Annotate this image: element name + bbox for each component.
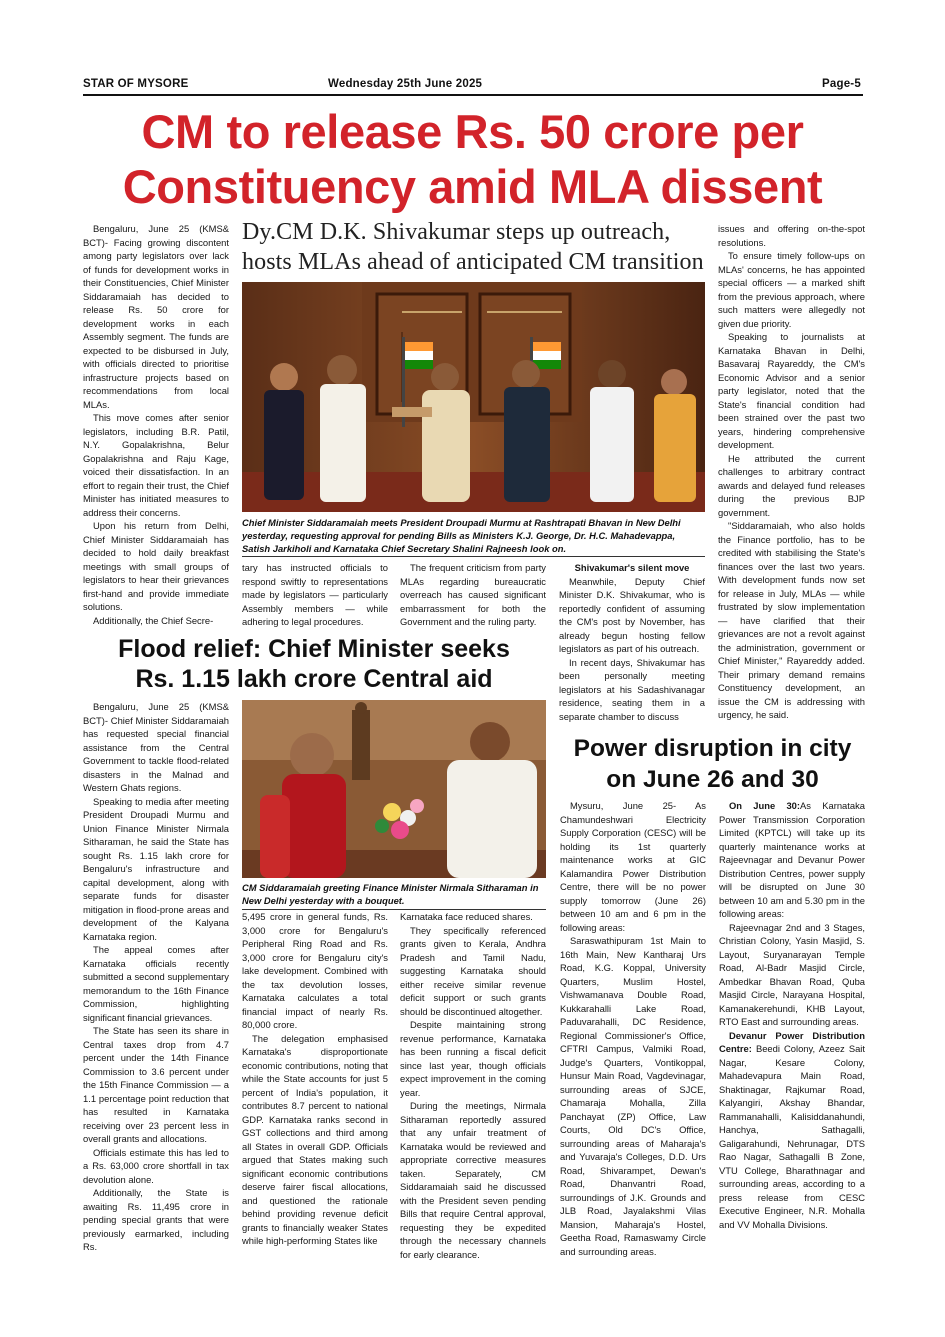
photo-illustration [242, 700, 546, 878]
paragraph: Rajeevnagar 2nd and 3 Stages, Christian Colony, Yasin Masjid, S. Layout, Suryanarayan Temple Road, Al-Badr Masjid Circle, Ambedkar Bhavan Road, Quba Masjid Circle, Narayana Hospital, Kamanakerehundi, KHB Layout, RTO East and surrounding areas. [719, 921, 865, 1027]
power-headline-line2: on June 26 and 30 [606, 766, 819, 793]
main-story-column-4 [559, 561, 705, 731]
paragraph [719, 1029, 865, 1232]
header-rule [83, 94, 863, 96]
paragraph: Additionally, the Chief Secre- [93, 614, 214, 626]
paragraph: Speaking to media after meeting President Droupadi Murmu and Union Finance Minister Nirmala Sitharaman, he said the State has sought Rs. 1.15 lakh crore for Bengaluru's infrastructure and capital development, along with separate funds for disaster mitigation in flood-prone areas and development of the Kalyana Karnataka region. [83, 795, 229, 942]
flood-story-column-3 [400, 910, 546, 1270]
paragraph: He attributed the current challenges to arbitrary contract awards and delayed fund releases during the previous BJP government. [718, 452, 865, 518]
masthead-page-number: Page-5 [822, 78, 861, 90]
main-story-column-2 [242, 561, 388, 633]
flood-headline-line1: Flood relief: Chief Minister seeks [118, 635, 510, 663]
paragraph-text: Beedi Colony, Azeez Sait Nagar, Kesare Colony, Mahadevapura Main Road, Shaktinagar, Rajkumar Road, Kalyangiri, Akshay Bhandar, Rammanahalli, Kalisiddanahundi, Hanchya, Sathagalli, Galigarahundi, Nehrunagar, DTS Rao Nagar, Sathagalli B Zone, VTU College, Bharathnagar and surrounding areas, according to a press release from CESC Executive Engineer, N.R. Mohalla and VV Mohalla Divisions. [719, 1043, 865, 1230]
flood-story-column-1 [83, 700, 229, 1270]
flood-story-column-2 [242, 910, 388, 1270]
main-story-column-1 [83, 222, 229, 630]
president-meeting-photo [242, 282, 705, 512]
paragraph [719, 799, 865, 921]
paragraph: This move comes after senior legislators, including B.R. Patil, N.Y. Gopalakrishna, Belur Gopalakrishna and Raju Kage, voiced their dissatisfaction. In an effort to regain their trust, the Chief Minister has initiated measures to address their concerns. [83, 412, 229, 518]
paragraph: Additionally, the State is awaiting Rs. 11,495 crore in pending special grants that were previously earmarked, including Rs. [83, 1187, 229, 1252]
photo-illustration [242, 282, 705, 512]
paragraph: They specifically referenced grants given to Kerala, Andhra Pradesh and Tamil Nadu, suggesting Karnataka should either receive similar revenue deficit support or such grants should be discontinued altogether. [400, 924, 546, 1017]
paragraph: In recent days, Shivakumar has been personally meeting legislators at his Sadashivanagar residence, seating them in a separate chamber to discuss [559, 656, 705, 722]
paragraph: The appeal comes after Karnataka officials recently submitted a second supplementary memorandum to the 16th Finance Commission, highlighting significant financial grievances. [83, 944, 229, 1023]
main-headline-line1: CM to release Rs. 50 crore per [141, 105, 804, 158]
paragraph: Meanwhile, Deputy Chief Minister D.K. Shivakumar, who is reportedly confident of assuming the CM's post by November, has already begun hosting fellow legislators as part of his outreach. [559, 575, 705, 654]
paragraph: "Siddaramaiah, who also holds the Finance portfolio, has to be credited with stabilising the State's finances over the last two years. With development funds now set for release in July, MLAs — while frustrated by slow implementation — have clarified that their grievances are not a revolt against the administration, government or Chief Minister," Rayareddy added. Their primary demand remains Constituency development, an issue the CM is addressing with urgency, he said. [718, 520, 865, 720]
main-subhead-line2: hosts MLAs ahead of anticipated CM transition [242, 249, 704, 275]
paragraph: Officials estimate this has led to a Rs. 63,000 crore shortfall in tax devolution alone. [83, 1146, 229, 1185]
paragraph: Upon his return from Delhi, Chief Minister Siddaramaiah has decided to hold daily breakfast meetings with small groups of legislators to hear their grievances first-hand and provide immediate solutions. [83, 520, 229, 612]
masthead-date: Wednesday 25th June 2025 [328, 78, 483, 90]
lead-bold: On June 30: [729, 800, 801, 811]
paragraph: Mysuru, June 25- As Chamundeshwari Electricity Supply Corporation (CESC) will be holding its 1st quarterly maintenance works at GIC Kalamandira Power Distribution Centre, there will be no power supply tomorrow (June 26) between 10 am and 6 pm in the following areas: [560, 800, 706, 933]
flood-photo-caption: CM Siddaramaiah greeting Finance Minister Nirmala Sitharaman in New Delhi yesterday with a bouquet. [242, 882, 539, 906]
paragraph: Bengaluru, June 25 (KMS& BCT)- Facing growing discontent among party legislators over lack of funds for development works in their Constituencies, Chief Minister Siddaramaiah has decided to release Rs. 50 crore for development works in each Assembly segment. The funds are expected to be disbursed in July, with officials directed to prioritise infrastructure projects based on recommendations from local MLAs. [83, 223, 229, 410]
power-story-column-1 [560, 799, 706, 1269]
paragraph: Speaking to journalists at Karnataka Bhavan in Delhi, Basavaraj Rayareddy, the CM's Economic Advisor and a senior party legislator, noted that the State's financial condition had been strained over the past two years, hindering comprehensive development. [718, 331, 865, 450]
flood-headline-line2: Rs. 1.15 lakh crore Central aid [135, 665, 493, 693]
paragraph: To ensure timely follow-ups on MLAs' concerns, he has appointed special officers — a marked shift from the previous approach, where such matters were allegedly not given due priority. [718, 250, 865, 329]
paragraph: Saraswathipuram 1st Main to 16th Main, New Kantharaj Urs Road, K.G. Koppal, University Quarters, Muslim Hostel, Vishwamanava Double Road, Kukkarahalli Lake Road, Paduvarahalli, DC Residence, Regional Commissioner's Office, CFTRI Campus, Valmiki Road, Judge's Quarters, Vontikoppal, Hunsur Main Road, Vagdevinagar, surrounding areas of SJCE, Chamaraja Mohalla, Zilla Panchayat (ZP) Office, Law Courts, Old DC's Office, surrounding areas of Maharaja's and Yuvaraja's Colleges, D.D. Urs Road, Shivarampet, Dewan's Road, Dhanvantri Road, surroundings of J.K. Grounds and JLB Road, Jayalakshmi Vilas Mansion, Maharaja's Hostel, Geetha Road, Ramaswamy Circle and surrounding areas. [560, 935, 706, 1257]
paragraph-text: As Karnataka Power Transmission Corporation Limited (KPTCL) will take up its quarterly maintenance works at Rajeevnagar and Devanur Power Distribution Centres, power supply will be disrupted on June 30 between 10 am and 5.30 pm in the following areas: [719, 800, 865, 919]
masthead-paper-name: STAR OF MYSORE [83, 78, 189, 90]
paragraph: The frequent criticism from party MLAs regarding bureaucratic overreach has caused significant embarrassment for both the Government and the ruling party. [400, 562, 546, 627]
paragraph: Karnataka face reduced shares. [400, 911, 533, 922]
main-story-column-5 [718, 222, 865, 732]
power-story-column-2 [719, 799, 865, 1269]
paragraph: The delegation emphasised Karnataka's disproportionate economic contributions, noting that while the State accounts for just 5 percent of India's population, it contributes 8.7 percent to national GDP. Karnataka ranks second in GST collections and third among all States in overall GDP. Officials argued that States making such significant economic contributions deserve fairer fiscal allocations, and questioned the rationale behind providing revenue deficit grants to financially weaker States while high-performing States like [242, 1032, 388, 1246]
paragraph: issues and offering on-the-spot resolutions. [718, 223, 865, 248]
paragraph: Bengaluru, June 25 (KMS& BCT)- Chief Minister Siddaramaiah has requested special financial assistance from the Central Government to tackle flood-related disasters in the Malnad and Western Ghats regions. [83, 701, 229, 793]
power-headline-line1: Power disruption in city [573, 735, 852, 762]
main-subhead-line1: Dy.CM D.K. Shivakumar steps up outreach, [242, 219, 671, 245]
paragraph: Despite maintaining strong revenue performance, Karnataka has been running a fiscal deficit since last year, though officials expect improvement in the coming year. [400, 1019, 546, 1098]
main-headline-line2: Constituency amid MLA dissent [122, 160, 823, 213]
main-story-column-3 [400, 561, 546, 633]
paragraph: tary has instructed officials to respond swiftly to representations made by legislators — particularly Assembly members — while adhering to legal procedures. [242, 562, 388, 627]
paragraph: The State has seen its share in Central taxes drop from 4.7 percent under the 14th Finance Commission to 3.6 percent under the 15th Finance Commission — a 1.1 percentage point reduction that has resulted in Karnataka receiving over 23 percent less in overall grants and allocations. [83, 1025, 229, 1144]
finance-minister-photo [242, 700, 546, 878]
paragraph: 5,495 crore in general funds, Rs. 3,000 crore for Bengaluru's Peripheral Ring Road and Rs. 3,000 crore for Bengaluru city's lake development. Combined with the tax devolution losses, Karnataka calculates a total financial impact of nearly Rs. 80,000 crore. [242, 911, 388, 1030]
paragraph: During the meetings, Nirmala Sitharaman reportedly assured that any unfair treatment of Karnataka would be reviewed and appropriate corrective measures taken. Separately, CM Siddaramaiah said he discussed with the President seven pending Bills that require Central approval, requesting they be expedited through the necessary channels for early clearance. [400, 1100, 546, 1260]
lead-bold: Devanur Power Distribution Centre: [719, 1029, 865, 1054]
caption-rule [242, 556, 705, 557]
main-photo-caption: Chief Minister Siddaramaiah meets President Droupadi Murmu at Rashtrapati Bhavan in New Delhi yesterday, requesting approval for pending Bills as Ministers K.J. George, Dr. H.C. Mahadevappa, Satish Jarkiholi and Karnataka Chief Secretary Shalini Rajneesh look on. [242, 517, 681, 554]
column-subhead: Shivakumar's silent move [574, 562, 690, 573]
